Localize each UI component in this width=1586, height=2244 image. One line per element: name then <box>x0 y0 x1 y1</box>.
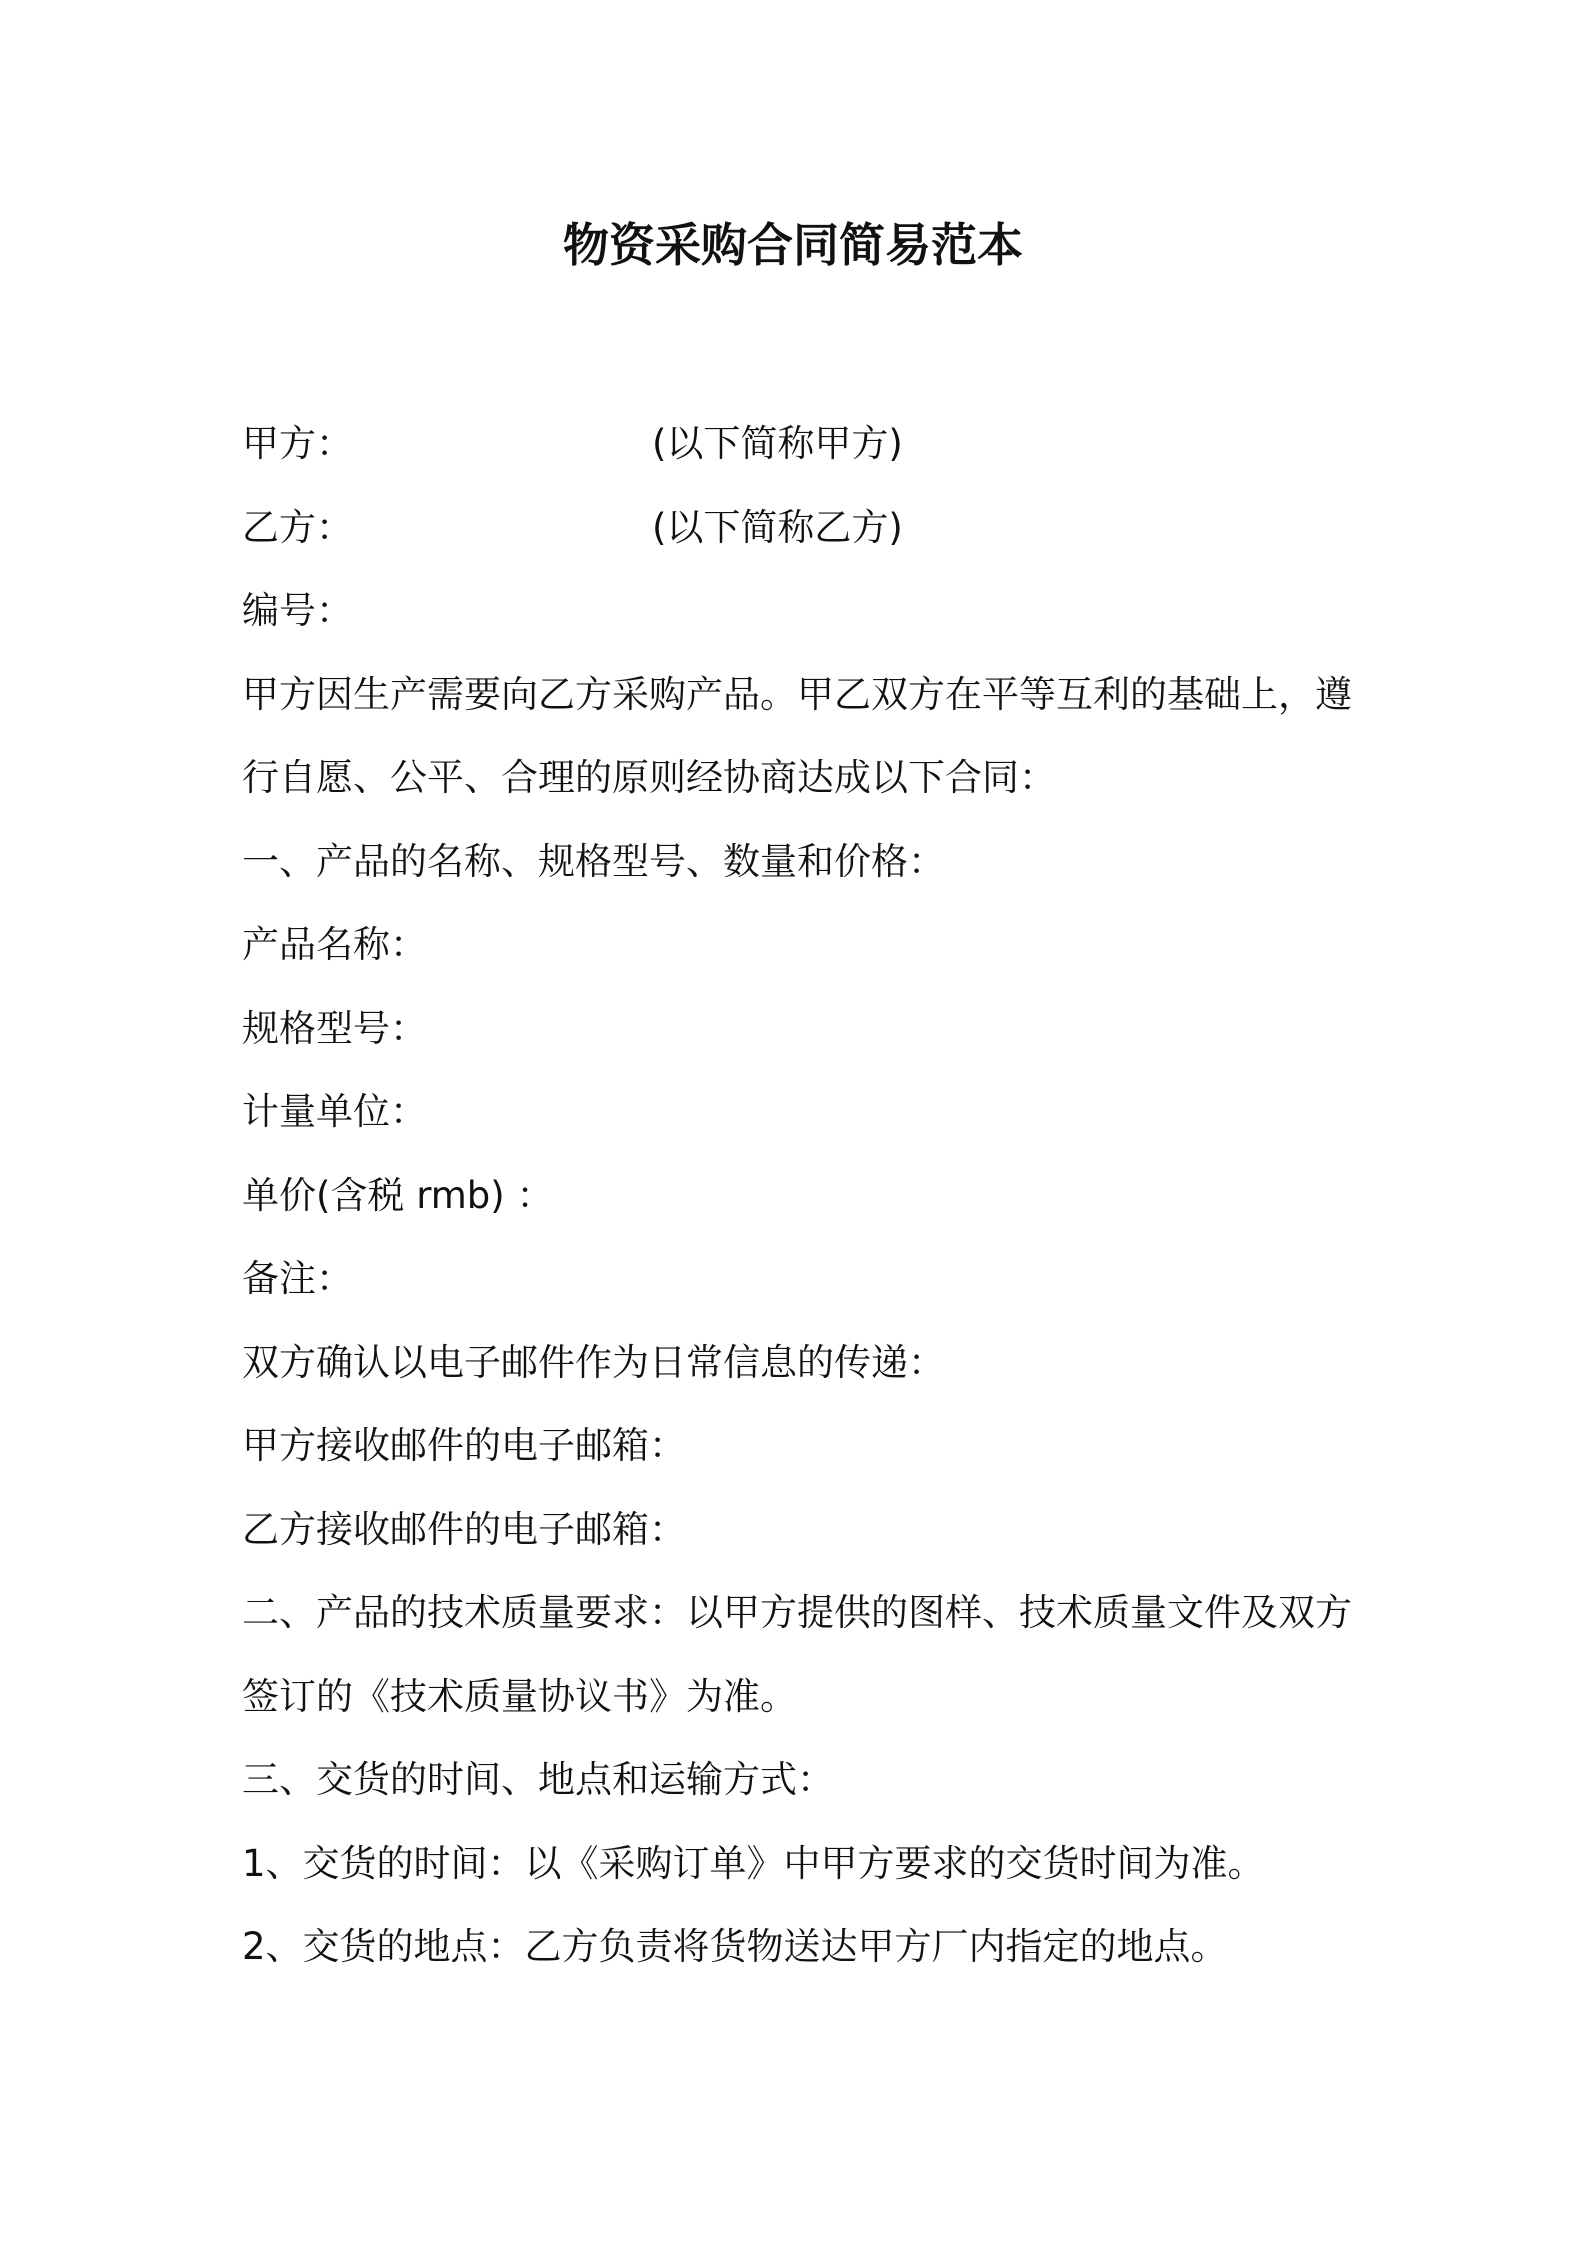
section-2-line-2: 签订的《技术质量协议书》为准。 <box>242 1674 797 1718</box>
spec-model-line: 规格型号： <box>242 1006 427 1050</box>
section-2-line-1: 二、产品的技术质量要求：以甲方提供的图样、技术质量文件及双方 <box>242 1591 1352 1634</box>
party-b-abbreviation: (以下简称乙方) <box>652 505 903 549</box>
unit-of-measure-line: 计量单位： <box>242 1090 427 1133</box>
email-confirmation-line: 双方确认以电子邮件作为日常信息的传递： <box>242 1340 945 1384</box>
contract-number-line: 编号： <box>242 589 353 632</box>
preamble-line-2: 行自愿、公平、合理的原则经协商达成以下合同： <box>242 756 1056 799</box>
section-3-heading: 三、交货的时间、地点和运输方式： <box>242 1758 834 1801</box>
document-title: 物资采购合同简易范本 <box>563 218 1023 272</box>
remarks-line: 备注： <box>242 1257 353 1300</box>
preamble-line-1: 甲方因生产需要向乙方采购产品。甲乙双方在平等互利的基础上，遵 <box>242 672 1352 716</box>
section-1-heading: 一、产品的名称、规格型号、数量和价格： <box>242 839 945 883</box>
party-b-email-line: 乙方接收邮件的电子邮箱： <box>242 1507 686 1551</box>
delivery-time-line: 1、交货的时间：以《采购订单》中甲方要求的交货时间为准。 <box>242 1841 1265 1885</box>
party-a-label: 甲方： <box>242 422 353 465</box>
party-a-line <box>242 402 1362 486</box>
party-a-abbreviation: (以下简称甲方) <box>652 422 903 465</box>
party-b-label: 乙方： <box>242 505 353 549</box>
delivery-place-line: 2、交货的地点：乙方负责将货物送达甲方厂内指定的地点。 <box>242 1925 1228 1968</box>
unit-price-line: 单价(含税 rmb) ： <box>242 1173 554 1217</box>
party-b-line <box>242 486 1362 570</box>
party-a-email-line: 甲方接收邮件的电子邮箱： <box>242 1424 686 1467</box>
document-body <box>242 402 1362 1989</box>
product-name-line: 产品名称： <box>242 923 427 966</box>
